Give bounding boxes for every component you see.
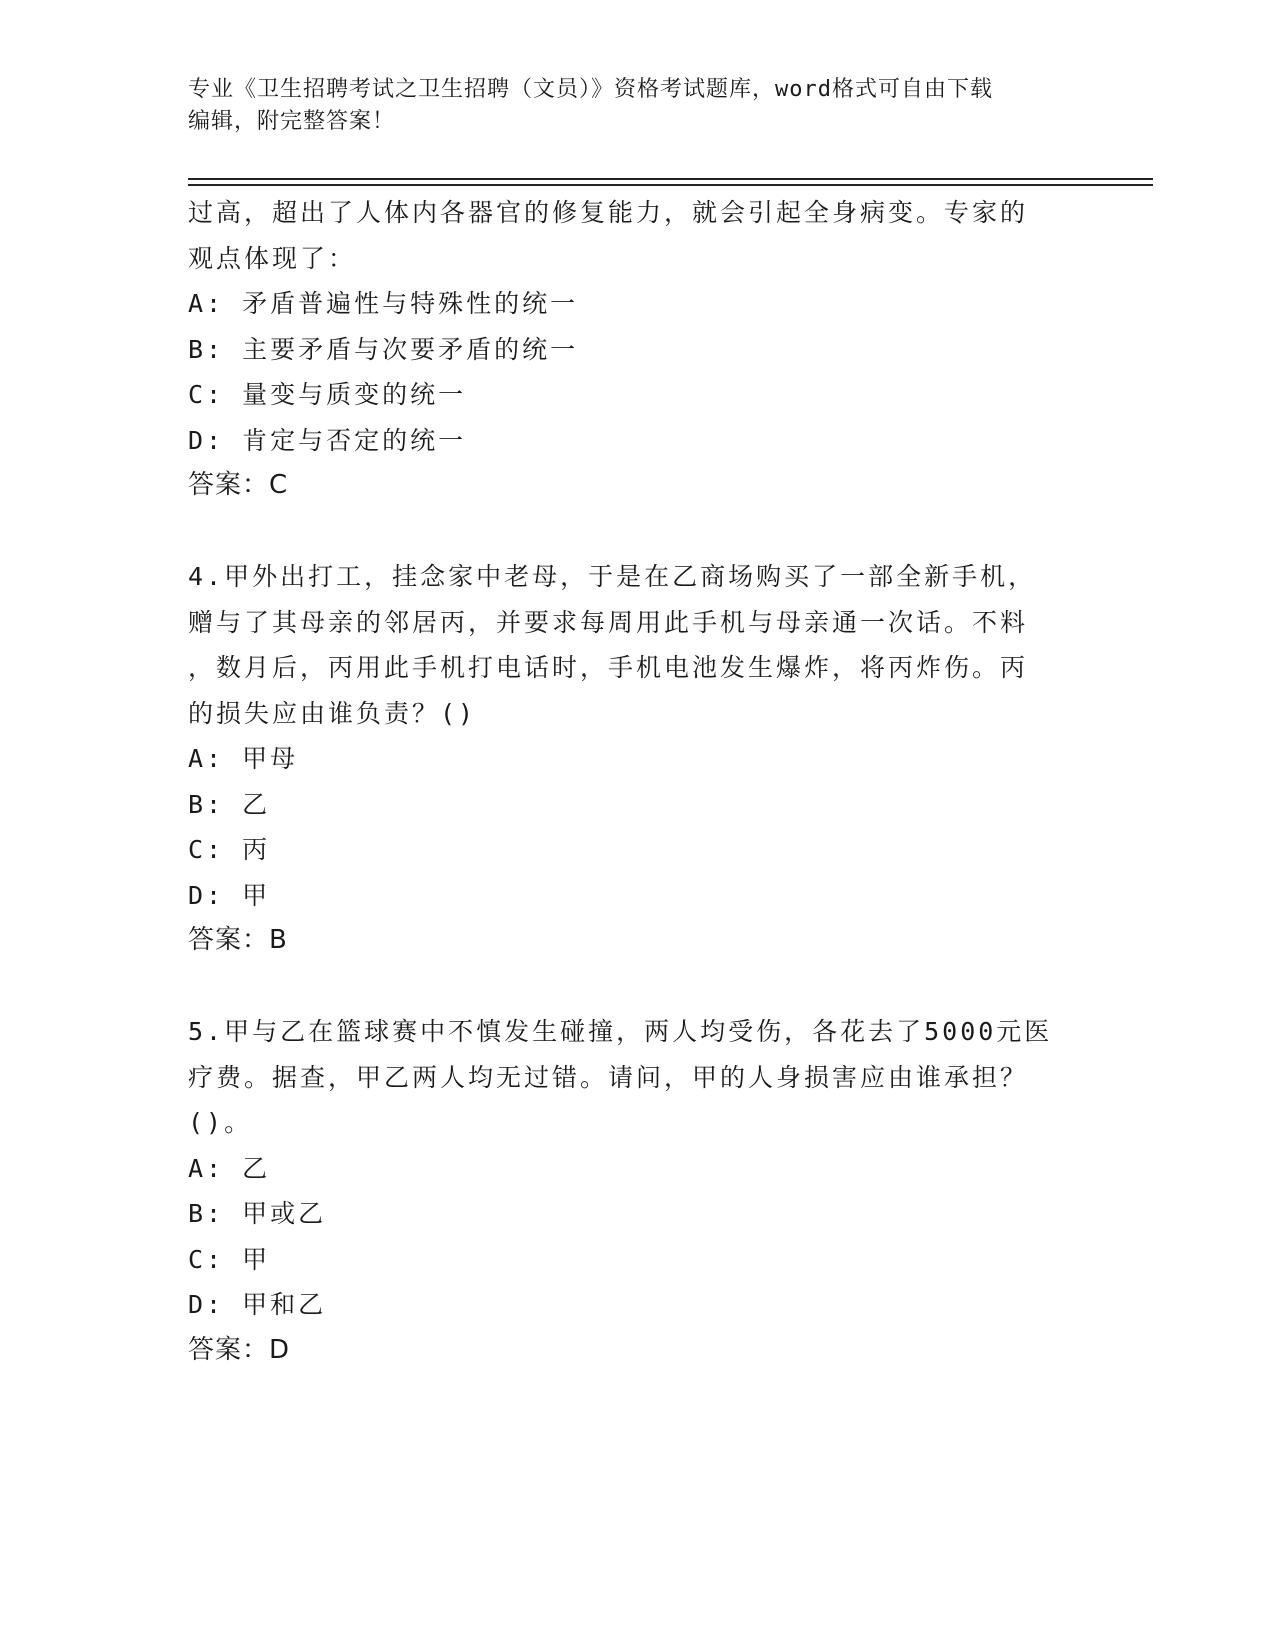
option-c: C: 甲 bbox=[188, 1244, 271, 1274]
question-5 bbox=[188, 1009, 1088, 1373]
question-3 bbox=[188, 190, 1088, 509]
option-d: D: 甲 bbox=[188, 880, 271, 910]
option-a: A: 矛盾普遍性与特殊性的统一 bbox=[188, 289, 579, 318]
question-4 bbox=[188, 554, 1088, 964]
question-stem-line: 过高，超出了人体内各器官的修复能力，就会引起全身病变。专家的 bbox=[188, 198, 1029, 227]
option-d: D: 甲和乙 bbox=[188, 1290, 327, 1319]
answer-line: 答案：C bbox=[188, 470, 289, 500]
question-stem-line: 4.甲外出打工，挂念家中老母，于是在乙商场购买了一部全新手机， bbox=[188, 562, 1037, 591]
question-stem-line: 的损失应由谁负责？() bbox=[188, 698, 477, 728]
header-line-1: 专业《卫生招聘考试之卫生招聘（文员）》资格考试题库，word格式可自由下载 bbox=[188, 77, 993, 102]
question-stem-line: ，数月后，丙用此手机打电话时，手机电池发生爆炸，将丙炸伤。丙 bbox=[188, 653, 1029, 682]
question-stem-line: 观点体现了： bbox=[188, 243, 357, 273]
header-divider-bottom bbox=[188, 184, 1153, 186]
option-b: B: 乙 bbox=[188, 789, 271, 819]
question-stem-line: 赠与了其母亲的邻居丙，并要求每周用此手机与母亲通一次话。不料 bbox=[188, 607, 1029, 637]
option-c: C: 丙 bbox=[188, 835, 271, 864]
header-line-2: 编辑，附完整答案！ bbox=[188, 109, 396, 134]
question-stem-line: 5.甲与乙在篮球赛中不慎发生碰撞，两人均受伤，各花去了5000元医 bbox=[188, 1017, 1053, 1046]
question-content bbox=[188, 190, 1088, 1373]
question-stem-line: 疗费。据查，甲乙两人均无过错。请问，甲的人身损害应由谁承担？ bbox=[188, 1062, 1029, 1092]
spacer bbox=[188, 509, 1088, 555]
option-d: D: 肯定与否定的统一 bbox=[188, 425, 467, 455]
spacer bbox=[188, 964, 1088, 1010]
question-stem-line: ()。 bbox=[188, 1108, 253, 1137]
option-b: B: 主要矛盾与次要矛盾的统一 bbox=[188, 334, 579, 364]
option-b: B: 甲或乙 bbox=[188, 1199, 327, 1228]
option-a: A: 乙 bbox=[188, 1153, 271, 1183]
answer-line: 答案：D bbox=[188, 1334, 291, 1365]
document-header bbox=[188, 74, 1068, 138]
header-divider-top bbox=[188, 178, 1153, 180]
option-c: C: 量变与质变的统一 bbox=[188, 380, 467, 409]
option-a: A: 甲母 bbox=[188, 744, 299, 773]
answer-line: 答案：B bbox=[188, 925, 288, 955]
